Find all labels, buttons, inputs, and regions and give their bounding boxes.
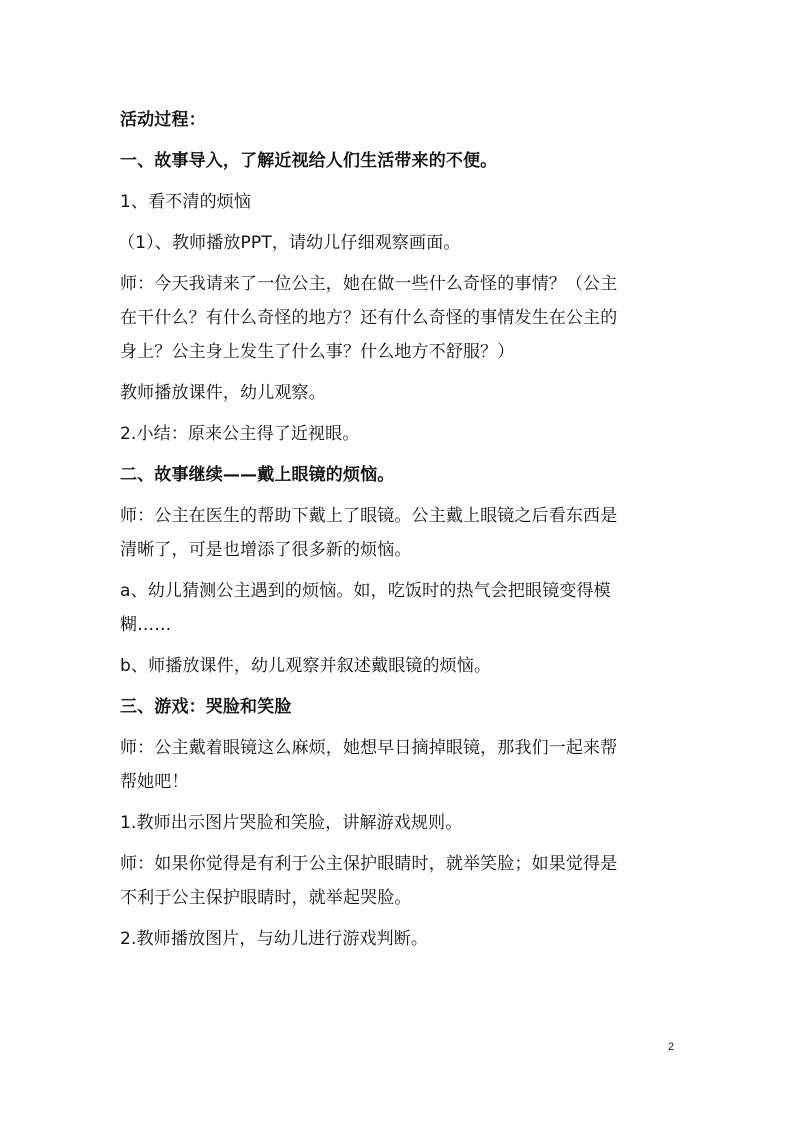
paragraph-game-rules: 1.教师出示图片哭脸和笑脸，讲解游戏规则。	[120, 813, 463, 833]
paragraph-guess-trouble-2: 糊……	[120, 615, 172, 635]
paragraph-teacher-question-1: 师：今天我请来了一位公主，她在做一些什么奇怪的事情？（公主	[120, 274, 618, 294]
document-content	[120, 103, 678, 956]
paragraph-doctor-help-2: 清晰了，可是也增添了很多新的烦恼。	[120, 540, 412, 560]
paragraph-game-judgement: 2.教师播放图片，与幼儿进行游戏判断。	[120, 929, 429, 949]
section-heading-glasses-trouble: 二、故事继续——戴上眼镜的烦恼。	[120, 465, 395, 485]
paragraph-describe-trouble: b、师播放课件，幼儿观察并叙述戴眼镜的烦恼。	[120, 656, 492, 676]
paragraph-help-princess-2: 帮她吧！	[120, 772, 189, 792]
paragraph-summary-nearsighted: 2.小结：原来公主得了近视眼。	[120, 424, 360, 444]
paragraph-rule-detail-2: 不利于公主保护眼睛时，就举起哭脸。	[120, 888, 412, 908]
paragraph-doctor-help-1: 师：公主在医生的帮助下戴上了眼镜。公主戴上眼镜之后看东西是	[120, 506, 618, 526]
subheading-blurry-trouble: 1、看不清的烦恼	[120, 192, 252, 212]
section-heading-activity-process: 活动过程：	[120, 110, 206, 130]
paragraph-rule-detail-1: 师：如果你觉得是有利于公主保护眼睛时，就举笑脸；如果觉得是	[120, 854, 618, 874]
paragraph-play-courseware: 教师播放课件，幼儿观察。	[120, 383, 326, 403]
paragraph-help-princess-1: 师：公主戴着眼镜这么麻烦，她想早日摘掉眼镜，那我们一起来帮	[120, 738, 618, 758]
paragraph-teacher-question-3: 身上？公主身上发生了什么事？什么地方不舒服？）	[120, 342, 515, 362]
section-heading-story-intro: 一、故事导入，了解近视给人们生活带来的不便。	[120, 151, 498, 171]
section-heading-game: 三、游戏：哭脸和笑脸	[120, 697, 292, 717]
paragraph-guess-trouble-1: a、幼儿猜测公主遇到的烦恼。如，吃饭时的热气会把眼镜变得模	[120, 581, 611, 601]
paragraph-ppt-observation: （1）、教师播放PPT，请幼儿仔细观察画面。	[118, 233, 461, 253]
paragraph-teacher-question-2: 在干什么？有什么奇怪的地方？还有什么奇怪的事情发生在公主的	[120, 308, 618, 328]
page-number: 2	[668, 1041, 675, 1053]
